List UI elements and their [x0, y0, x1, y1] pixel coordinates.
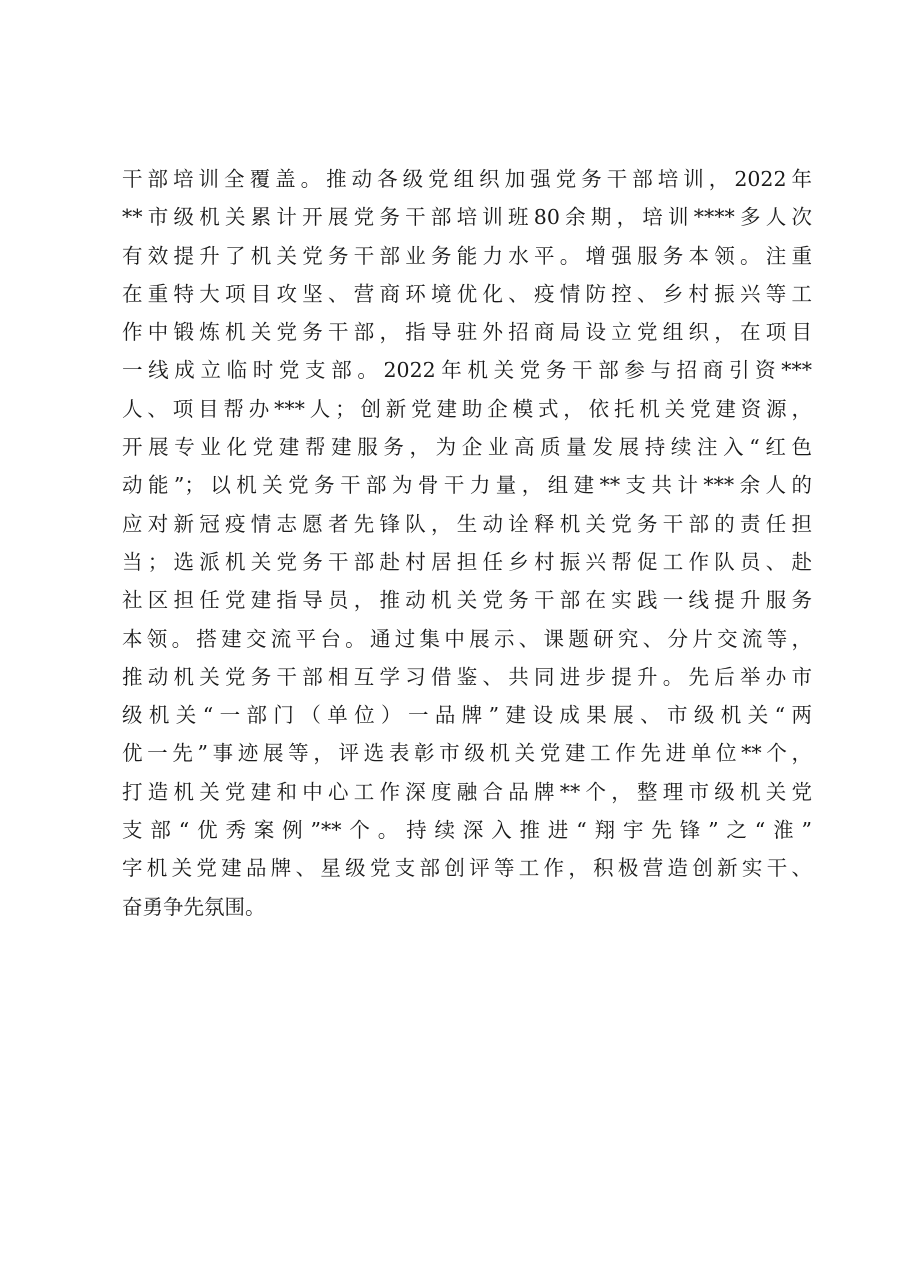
- paragraph-line: 优一先”事迹展等，评选表彰市级机关党建工作先进单位**个，: [122, 741, 812, 766]
- paragraph-line: 人、项目帮办***人；创新党建助企模式，依托机关党建资源，: [122, 396, 812, 421]
- paragraph-line: 当；选派机关党务干部赴村居担任乡村振兴帮促工作队员、赴: [122, 549, 812, 574]
- paragraph-line: 干部培训全覆盖。推动各级党组织加强党务干部培训，2022年: [122, 167, 812, 191]
- paragraph-line: 推动机关党务干部相互学习借鉴、共同进步提升。先后举办市: [122, 664, 812, 689]
- paragraph-line: 奋勇争先氛围。: [122, 894, 266, 919]
- paragraph-line: 动能”；以机关党务干部为骨干力量，组建**支共计***余人的: [122, 473, 812, 498]
- paragraph-line: 应对新冠疫情志愿者先锋队，生动诠释机关党务干部的责任担: [122, 511, 812, 536]
- paragraph-line: 在重特大项目攻坚、营商环境优化、疫情防控、乡村振兴等工: [122, 281, 812, 306]
- paragraph-line: 支部“优秀案例”**个。持续深入推进“翔宇先锋”之“淮”: [122, 818, 812, 843]
- paragraph-line: 有效提升了机关党务干部业务能力水平。增强服务本领。注重: [122, 243, 812, 268]
- paragraph-line: 社区担任党建指导员，推动机关党务干部在实践一线提升服务: [122, 588, 812, 613]
- paragraph-line: 一线成立临时党支部。2022年机关党务干部参与招商引资***: [122, 358, 812, 383]
- paragraph-line: **市级机关累计开展党务干部培训班80余期，培训****多人次: [122, 205, 812, 230]
- paragraph-line: 字机关党建品牌、星级党支部创评等工作，积极营造创新实干、: [122, 856, 812, 881]
- paragraph-line: 开展专业化党建帮建服务，为企业高质量发展持续注入“红色: [122, 435, 812, 460]
- paragraph-line: 打造机关党建和中心工作深度融合品牌**个，整理市级机关党: [122, 779, 812, 804]
- body-paragraph: [122, 160, 812, 926]
- paragraph-line: 本领。搭建交流平台。通过集中展示、课题研究、分片交流等，: [122, 626, 812, 651]
- paragraph-line: 级机关“一部门（单位）一品牌”建设成果展、市级机关“两: [122, 703, 812, 728]
- paragraph-line: 作中锻炼机关党务干部，指导驻外招商局设立党组织，在项目: [122, 320, 812, 345]
